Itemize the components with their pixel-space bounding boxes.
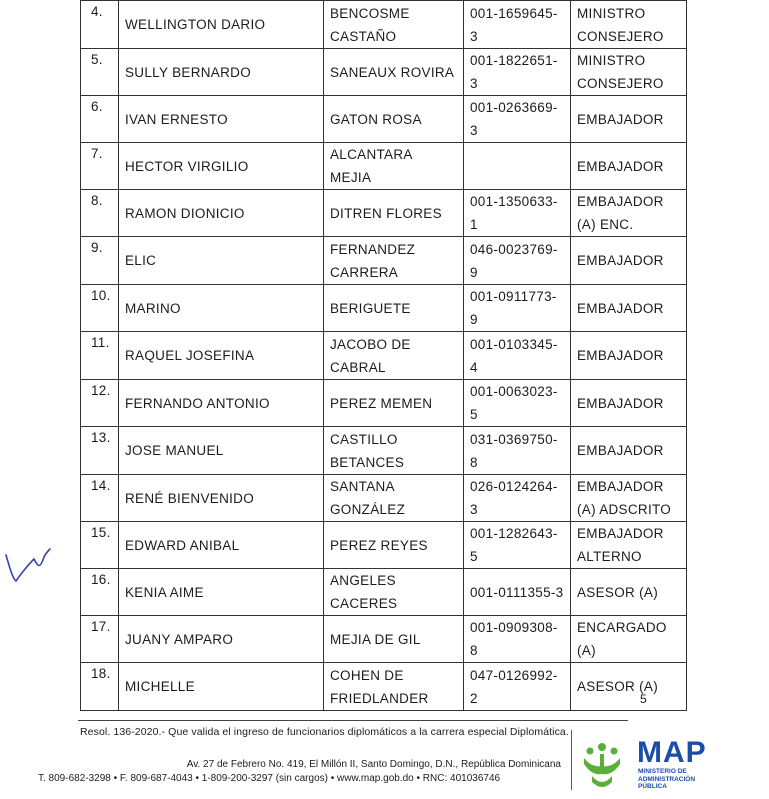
first-name-cell: KENIA AIME [119,569,324,616]
surname-cell: GATON ROSA [324,96,464,143]
surname-cell: DITREN FLORES [324,190,464,237]
cedula-cell [464,143,571,190]
first-name-cell: FERNANDO ANTONIO [119,380,324,427]
first-name-cell: JUANY AMPARO [119,616,324,663]
position-cell: EMBAJADOR [571,143,687,190]
surname-cell: PEREZ MEMEN [324,380,464,427]
footer-divider [78,720,628,721]
position-cell: EMBAJADOR (A) ENC. [571,190,687,237]
position-cell: EMBAJADOR (A) ADSCRITO [571,475,687,522]
surname-cell: PEREZ REYES [324,522,464,569]
position-cell: EMBAJADOR [571,427,687,475]
first-name-cell: HECTOR VIRGILIO [119,143,324,190]
table-row [81,143,687,190]
logo-subtitle: MINISTERIO DE ADMINISTRACIÓN PÚBLICA [638,768,696,790]
position-cell: ASESOR (A) [571,663,687,711]
table-row [81,380,687,427]
row-number: 4. [81,1,119,49]
surname-cell: MEJIA DE GIL [324,616,464,663]
first-name-cell: MICHELLE [119,663,324,711]
personnel-table [80,0,687,711]
row-number: 14. [81,475,119,522]
cedula-cell: 047-0126992-2 [464,663,571,711]
surname-cell: SANEAUX ROVIRA [324,49,464,96]
surname-cell: FERNANDEZ CARRERA [324,237,464,285]
position-cell: EMBAJADOR [571,96,687,143]
first-name-cell: IVAN ERNESTO [119,96,324,143]
table-row [81,663,687,711]
first-name-cell: JOSE MANUEL [119,427,324,475]
cedula-cell: 001-1282643-5 [464,522,571,569]
cedula-cell: 001-0909308-8 [464,616,571,663]
table-row [81,475,687,522]
row-number: 17. [81,616,119,663]
position-cell: EMBAJADOR ALTERNO [571,522,687,569]
surname-cell: BENCOSME CASTAÑO [324,1,464,49]
cedula-cell: 001-0911773-9 [464,285,571,332]
first-name-cell: RAMON DIONICIO [119,190,324,237]
position-cell: EMBAJADOR [571,285,687,332]
cedula-cell: 001-1822651-3 [464,49,571,96]
table-row [81,427,687,475]
first-name-cell: MARINO [119,285,324,332]
table-row [81,237,687,285]
table-row [81,96,687,143]
table-row [81,332,687,380]
table-row [81,1,687,49]
first-name-cell: ELIC [119,237,324,285]
first-name-cell: EDWARD ANIBAL [119,522,324,569]
surname-cell: ANGELES CACERES [324,569,464,616]
table-row [81,285,687,332]
position-cell: MINISTRO CONSEJERO [571,49,687,96]
cedula-cell: 001-1659645-3 [464,1,571,49]
surname-cell: BERIGUETE [324,285,464,332]
footer-address: Av. 27 de Febrero No. 419, El Millón II, Santo Domingo, D.N., República Dominicana [186,759,561,770]
footer-contact: T. 809-682-3298 • F. 809-687-4043 • 1-809-200-3297 (sin cargos) • www.map.gob.do • RNC: 401036746 [38,773,501,784]
first-name-cell: RAQUEL JOSEFINA [119,332,324,380]
logo-wordmark: MAP [637,736,707,769]
row-number: 12. [81,380,119,427]
handwritten-initial-mark [0,545,60,590]
position-cell: MINISTRO CONSEJERO [571,1,687,49]
table-row [81,616,687,663]
cedula-cell: 001-1350633-1 [464,190,571,237]
surname-cell: CASTILLO BETANCES [324,427,464,475]
table-row [81,49,687,96]
cedula-cell: 001-0063023-5 [464,380,571,427]
table-row [81,522,687,569]
surname-cell: SANTANA GONZÁLEZ [324,475,464,522]
position-cell: ENCARGADO (A) [571,616,687,663]
surname-cell: JACOBO DE CABRAL [324,332,464,380]
cedula-cell: 001-0111355-3 [464,569,571,616]
row-number: 16. [81,569,119,616]
row-number: 5. [81,49,119,96]
table-row [81,569,687,616]
position-cell: ASESOR (A) [571,569,687,616]
footer-resolution: Resol. 136-2020.- Que valida el ingreso de funcionarios diplomáticos a la carrera especial Diplomática. [80,726,569,738]
row-number: 9. [81,237,119,285]
cedula-cell: 031-0369750-8 [464,427,571,475]
position-cell: EMBAJADOR [571,332,687,380]
cedula-cell: 026-0124264-3 [464,475,571,522]
row-number: 10. [81,285,119,332]
row-number: 18. [81,663,119,711]
row-number: 11. [81,332,119,380]
position-cell: EMBAJADOR [571,237,687,285]
row-number: 15. [81,522,119,569]
surname-cell: ALCANTARA MEJIA [324,143,464,190]
row-number: 7. [81,143,119,190]
row-number: 13. [81,427,119,475]
table-row [81,190,687,237]
position-cell: EMBAJADOR [571,380,687,427]
cedula-cell: 001-0103345-4 [464,332,571,380]
personnel-table-body [81,1,687,711]
first-name-cell: SULLY BERNARDO [119,49,324,96]
row-number: 6. [81,96,119,143]
page-number: 5 [640,692,647,706]
cedula-cell: 001-0263669-3 [464,96,571,143]
first-name-cell: RENÉ BIENVENIDO [119,475,324,522]
row-number: 8. [81,190,119,237]
cedula-cell: 046-0023769-9 [464,237,571,285]
footer-vertical-divider [571,730,572,790]
first-name-cell: WELLINGTON DARIO [119,1,324,49]
surname-cell: COHEN DE FRIEDLANDER [324,663,464,711]
